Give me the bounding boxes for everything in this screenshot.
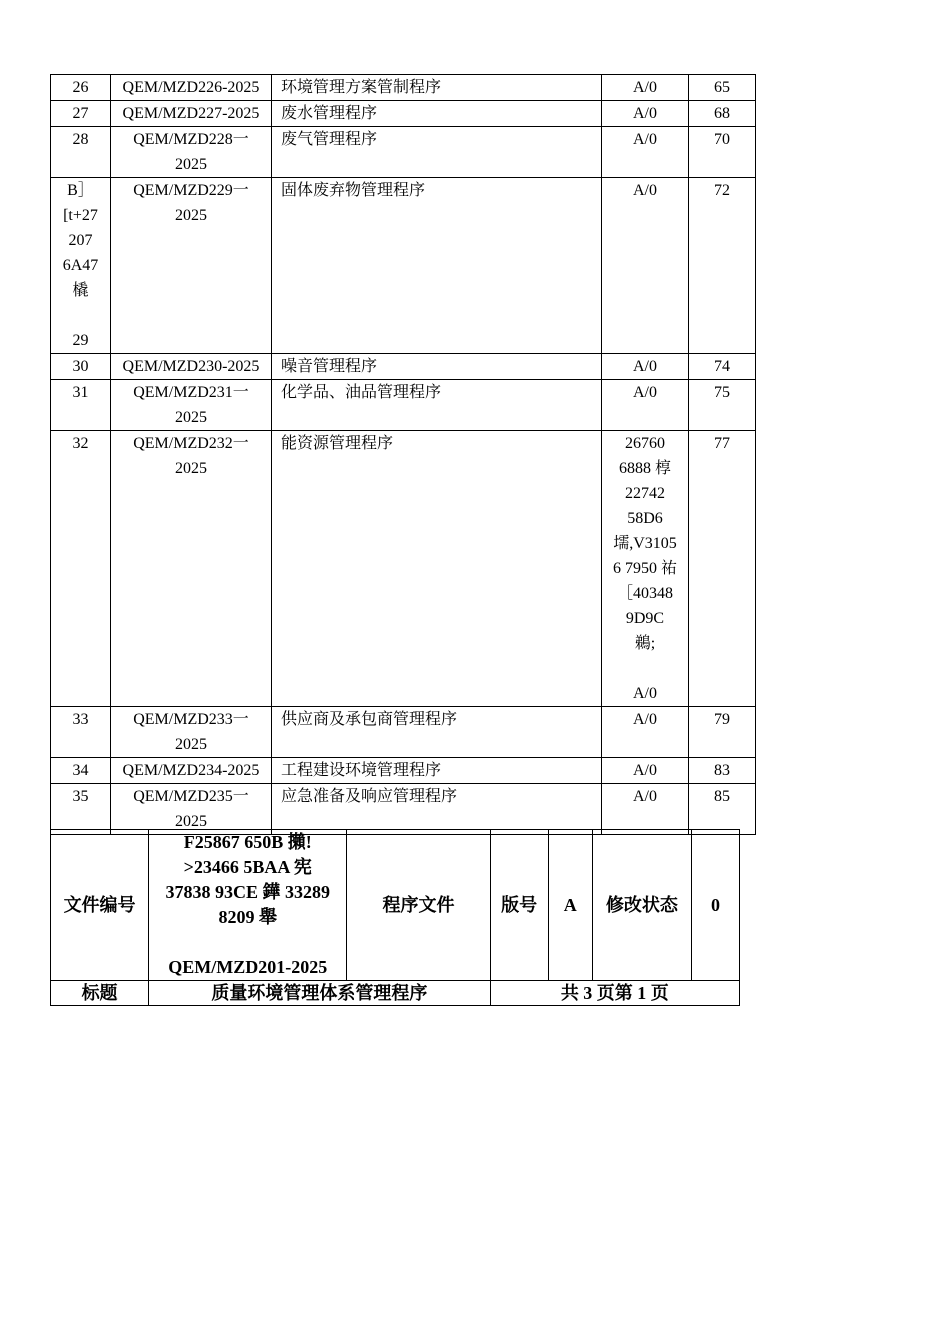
row-page-number: 72 [689, 178, 756, 354]
document-list-table [50, 74, 756, 835]
table-row [51, 178, 756, 354]
row-seq-number: 35 [51, 784, 111, 835]
row-seq-number: B］ [t+27 207 6A47 橇 29 [51, 178, 111, 354]
row-doc-title: 环境管理方案管制程序 [272, 75, 602, 101]
row-doc-code: QEM/MZD234-2025 [111, 758, 272, 784]
row-seq-number: 30 [51, 354, 111, 380]
row-seq-number: 28 [51, 127, 111, 178]
footer-title-row [51, 981, 740, 1006]
doc-number-label: 文件编号 [51, 830, 149, 981]
table-row [51, 101, 756, 127]
row-seq-number: 33 [51, 707, 111, 758]
row-doc-title: 废气管理程序 [272, 127, 602, 178]
table-row [51, 784, 756, 835]
row-doc-title: 化学品、油品管理程序 [272, 380, 602, 431]
row-page-number: 70 [689, 127, 756, 178]
doc-number-value: F25867 650B 攋! >23466 5BAA 宪 37838 93CE 鏵 33289 8209 舉 QEM/MZD201-2025 [149, 830, 347, 981]
table-row [51, 75, 756, 101]
title-value: 质量环境管理体系管理程序 [149, 981, 490, 1006]
title-label: 标题 [51, 981, 149, 1006]
row-seq-number: 26 [51, 75, 111, 101]
row-doc-title: 供应商及承包商管理程序 [272, 707, 602, 758]
row-doc-title: 能资源管理程序 [272, 431, 602, 707]
table-row [51, 758, 756, 784]
revision-value: 0 [691, 830, 739, 981]
row-doc-code: QEM/MZD231一 2025 [111, 380, 272, 431]
row-version: A/0 [602, 784, 689, 835]
row-version: A/0 [602, 354, 689, 380]
row-version: 26760 6888 椁 22742 58D6 壖,V3105 6 7950 祐 ［40348 9D9C 鵜; A/0 [602, 431, 689, 707]
row-seq-number: 34 [51, 758, 111, 784]
row-version: A/0 [602, 707, 689, 758]
version-value: A [548, 830, 592, 981]
table-row [51, 707, 756, 758]
page-info: 共 3 页第 1 页 [490, 981, 739, 1006]
table-row [51, 431, 756, 707]
row-version: A/0 [602, 127, 689, 178]
row-page-number: 85 [689, 784, 756, 835]
row-doc-code: QEM/MZD229一 2025 [111, 178, 272, 354]
row-page-number: 74 [689, 354, 756, 380]
row-version: A/0 [602, 758, 689, 784]
row-page-number: 79 [689, 707, 756, 758]
row-doc-code: QEM/MZD228一 2025 [111, 127, 272, 178]
row-page-number: 77 [689, 431, 756, 707]
table-row [51, 380, 756, 431]
row-page-number: 68 [689, 101, 756, 127]
row-seq-number: 31 [51, 380, 111, 431]
table-row [51, 127, 756, 178]
row-seq-number: 32 [51, 431, 111, 707]
row-doc-title: 工程建设环境管理程序 [272, 758, 602, 784]
doc-type: 程序文件 [347, 830, 490, 981]
row-doc-code: QEM/MZD230-2025 [111, 354, 272, 380]
footer-header-row [51, 830, 740, 981]
row-version: A/0 [602, 75, 689, 101]
row-version: A/0 [602, 101, 689, 127]
row-doc-code: QEM/MZD227-2025 [111, 101, 272, 127]
row-seq-number: 27 [51, 101, 111, 127]
row-doc-title: 噪音管理程序 [272, 354, 602, 380]
row-doc-code: QEM/MZD226-2025 [111, 75, 272, 101]
row-doc-title: 应急准备及响应管理程序 [272, 784, 602, 835]
row-version: A/0 [602, 178, 689, 354]
document-list-body [51, 75, 756, 835]
revision-label: 修改状态 [592, 830, 691, 981]
row-doc-code: QEM/MZD232一 2025 [111, 431, 272, 707]
row-page-number: 65 [689, 75, 756, 101]
document-footer-block [50, 829, 740, 1006]
row-doc-code: QEM/MZD235一 2025 [111, 784, 272, 835]
row-doc-title: 固体废弃物管理程序 [272, 178, 602, 354]
row-doc-code: QEM/MZD233一 2025 [111, 707, 272, 758]
row-version: A/0 [602, 380, 689, 431]
row-page-number: 75 [689, 380, 756, 431]
table-row [51, 354, 756, 380]
version-label: 版号 [490, 830, 548, 981]
row-page-number: 83 [689, 758, 756, 784]
row-doc-title: 废水管理程序 [272, 101, 602, 127]
